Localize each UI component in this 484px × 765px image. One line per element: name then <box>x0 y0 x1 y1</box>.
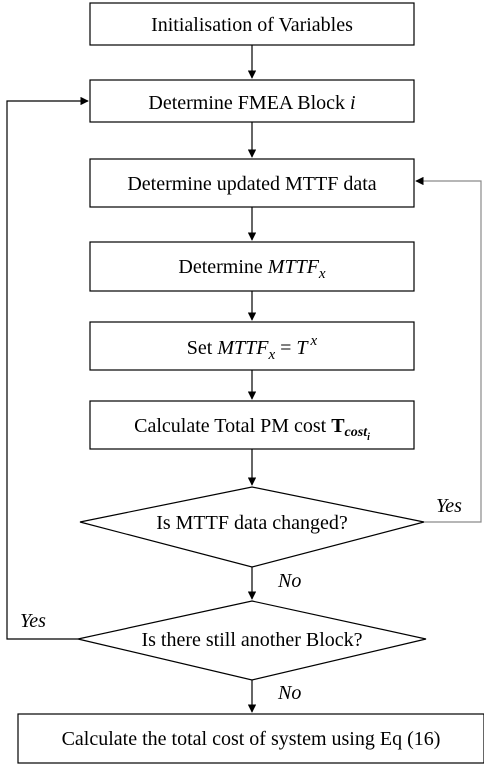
updated-text: Determine updated MTTF data <box>127 173 377 195</box>
calc-text: Calculate Total PM cost $T_{costi}$ <box>134 415 370 443</box>
no-label-1: No <box>278 570 302 592</box>
init-text: Initialisation of Variables <box>151 14 353 36</box>
determine-mttf-text: Determine $MTTF_x$ <box>178 256 326 282</box>
yes-label-left: Yes <box>20 610 46 632</box>
no-label-2: No <box>278 682 302 704</box>
mttf-changed-text: Is MTTF data changed? <box>156 512 348 534</box>
fmea-text: Determine FMEA Block i <box>148 92 356 114</box>
another-block-text: Is there still another Block? <box>141 629 363 651</box>
yes-loop-left <box>7 101 88 639</box>
yes-label-right: Yes <box>436 495 462 517</box>
final-text: Calculate the total cost of system using Eq (16) <box>61 728 441 750</box>
yes-loop-right <box>416 181 481 522</box>
set-text: Set $MTTF_x = T$ $^x$ <box>186 333 318 363</box>
